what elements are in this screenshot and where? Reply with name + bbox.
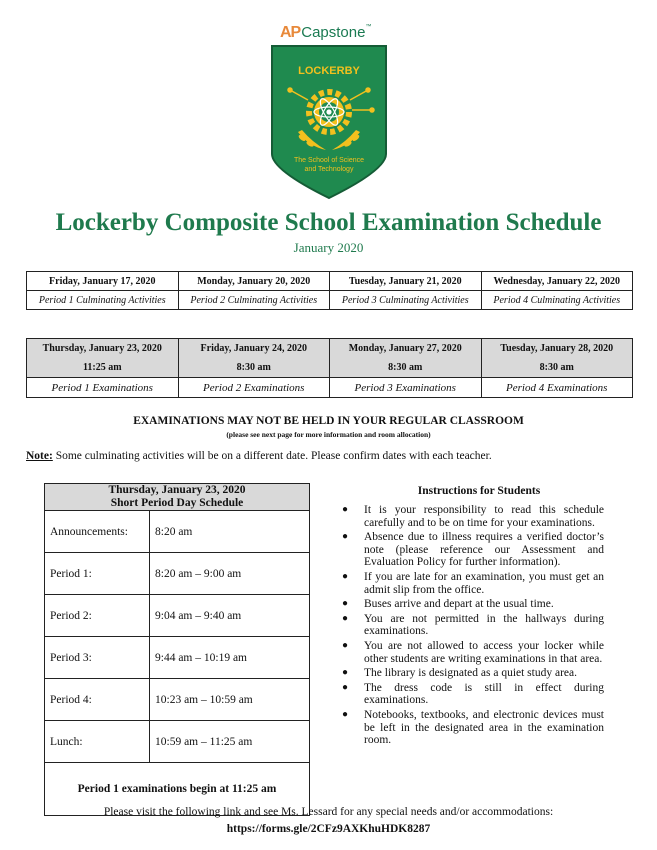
exam-time: 11:25 am <box>82 362 122 373</box>
list-item <box>334 613 604 638</box>
instructions-title: Instructions for Students <box>417 485 541 497</box>
culminating-date-2: Monday, January 20, 2020 <box>178 272 330 291</box>
ap-logo-tm: ™ <box>365 24 372 30</box>
instruction-text: You are not allowed to access your locker while other students are writing examinations in that area. <box>364 639 604 665</box>
bullet-icon: ● <box>342 504 349 515</box>
period-label: Announcements: <box>45 511 150 553</box>
page-title: Lockerby Composite School Examination Schedule <box>55 209 602 236</box>
ap-logo-ap: AP <box>280 24 301 41</box>
period-label: Period 1: <box>45 553 150 595</box>
note-body: Some culminating activities will be on a different date. Please confirm dates with each teacher. <box>52 450 492 462</box>
exam-time: 8:30 am <box>236 362 271 373</box>
exam-activity-3: Period 3 Examinations <box>330 378 482 398</box>
culminating-activity-3: Period 3 Culminating Activities <box>330 291 482 310</box>
bullet-icon: ● <box>342 639 349 651</box>
table-header-row <box>27 339 633 378</box>
period-time: 8:20 am – 9:00 am <box>150 553 310 595</box>
list-item <box>334 571 604 596</box>
exam-time: 8:30 am <box>388 362 423 373</box>
short-schedule-title <box>45 484 310 511</box>
table-row <box>27 378 633 398</box>
culminating-activities-table <box>26 271 633 310</box>
note-text <box>26 450 492 462</box>
shield-tagline-1: The School of Science <box>293 157 365 164</box>
period-label: Period 2: <box>45 595 150 637</box>
exam-activity-4: Period 4 Examinations <box>481 378 633 398</box>
table-row <box>45 511 310 553</box>
accommodations-text: Please visit the following link and see Ms. Lessard for any special needs and/or accommodations: <box>103 806 554 818</box>
short-schedule-label: Short Period Day Schedule <box>110 497 244 509</box>
table-row <box>45 721 310 763</box>
short-schedule-footer: Period 1 examinations begin at 11:25 am <box>45 763 310 816</box>
table-row <box>45 637 310 679</box>
culminating-activity-1: Period 1 Culminating Activities <box>27 291 179 310</box>
list-item <box>334 598 604 611</box>
list-item <box>334 531 604 569</box>
table-row <box>27 291 633 310</box>
exam-date: Monday, January 27, 2020 <box>348 343 462 354</box>
culminating-date-4: Wednesday, January 22, 2020 <box>481 272 633 291</box>
exam-activity-2: Period 2 Examinations <box>178 378 330 398</box>
period-time: 10:23 am – 10:59 am <box>150 679 310 721</box>
table-header-row <box>45 484 310 511</box>
list-item <box>334 682 604 707</box>
short-schedule-date: Thursday, January 23, 2020 <box>108 484 246 496</box>
page-subtitle: January 2020 <box>293 240 364 255</box>
instruction-text: Notebooks, textbooks, and electronic devices must be left in the designated area in the examination room. <box>364 708 604 747</box>
period-label: Lunch: <box>45 721 150 763</box>
accommodations-link[interactable]: https://forms.gle/2CFz9AXKhuHDK8287 <box>226 823 431 835</box>
period-time: 8:20 am <box>150 511 310 553</box>
exam-time: 8:30 am <box>539 362 574 373</box>
bullet-icon: ● <box>342 612 349 624</box>
instruction-text: The dress code is still in effect during examinations. <box>364 681 604 707</box>
exam-date: Thursday, January 23, 2020 <box>42 343 162 354</box>
short-period-schedule-table <box>44 483 310 816</box>
list-item <box>334 640 604 665</box>
table-row <box>45 679 310 721</box>
bullet-icon: ● <box>342 681 349 693</box>
period-time: 9:04 am – 9:40 am <box>150 595 310 637</box>
instruction-text: You are not permitted in the hallways during examinations. <box>364 612 604 638</box>
school-crest-logo <box>268 42 390 200</box>
period-label: Period 3: <box>45 637 150 679</box>
exam-header-2 <box>178 339 330 378</box>
bullet-icon: ● <box>342 708 349 720</box>
exam-header-4 <box>481 339 633 378</box>
bullet-icon: ● <box>342 531 349 543</box>
exam-header-3 <box>330 339 482 378</box>
classroom-warning: EXAMINATIONS MAY NOT BE HELD IN YOUR REGULAR CLASSROOM <box>133 415 524 427</box>
culminating-activity-4: Period 4 Culminating Activities <box>481 291 633 310</box>
table-row <box>45 595 310 637</box>
period-time: 9:44 am – 10:19 am <box>150 637 310 679</box>
exam-activity-1: Period 1 Examinations <box>27 378 179 398</box>
list-item <box>334 504 604 529</box>
culminating-date-3: Tuesday, January 21, 2020 <box>330 272 482 291</box>
list-item <box>334 709 604 747</box>
bullet-icon: ● <box>342 667 349 679</box>
instruction-text: Buses arrive and depart at the usual time. <box>364 598 554 611</box>
exam-date: Tuesday, January 28, 2020 <box>500 343 614 354</box>
table-row <box>45 553 310 595</box>
ap-logo-capstone: Capstone <box>301 24 366 41</box>
shield-name: LOCKERBY <box>298 65 360 77</box>
list-item <box>334 667 604 680</box>
period-label: Period 4: <box>45 679 150 721</box>
exam-header-1 <box>27 339 179 378</box>
classroom-warning-sub: (please see next page for more information and room allocation) <box>226 430 431 439</box>
period-time: 10:59 am – 11:25 am <box>150 721 310 763</box>
bullet-icon: ● <box>342 598 349 610</box>
shield-tagline-2: and Technology <box>304 166 354 173</box>
examinations-table <box>26 338 633 398</box>
instruction-text: It is your responsibility to read this schedule carefully and to be on time for your examinations. <box>364 504 604 529</box>
bullet-icon: ● <box>342 570 349 582</box>
exam-date: Friday, January 24, 2020 <box>200 343 307 354</box>
instruction-text: If you are late for an examination, you must get an admit slip from the office. <box>364 570 604 596</box>
culminating-activity-2: Period 2 Culminating Activities <box>178 291 330 310</box>
culminating-date-1: Friday, January 17, 2020 <box>27 272 179 291</box>
instructions-list <box>334 504 604 749</box>
instruction-text: The library is designated as a quiet study area. <box>364 667 577 680</box>
ap-capstone-logo <box>280 24 380 44</box>
table-header-row <box>27 272 633 291</box>
note-label: Note: <box>26 450 53 462</box>
instruction-text: Absence due to illness requires a verified doctor’s note (please reference our Assessment and Evaluation Policy for further information). <box>364 531 604 569</box>
